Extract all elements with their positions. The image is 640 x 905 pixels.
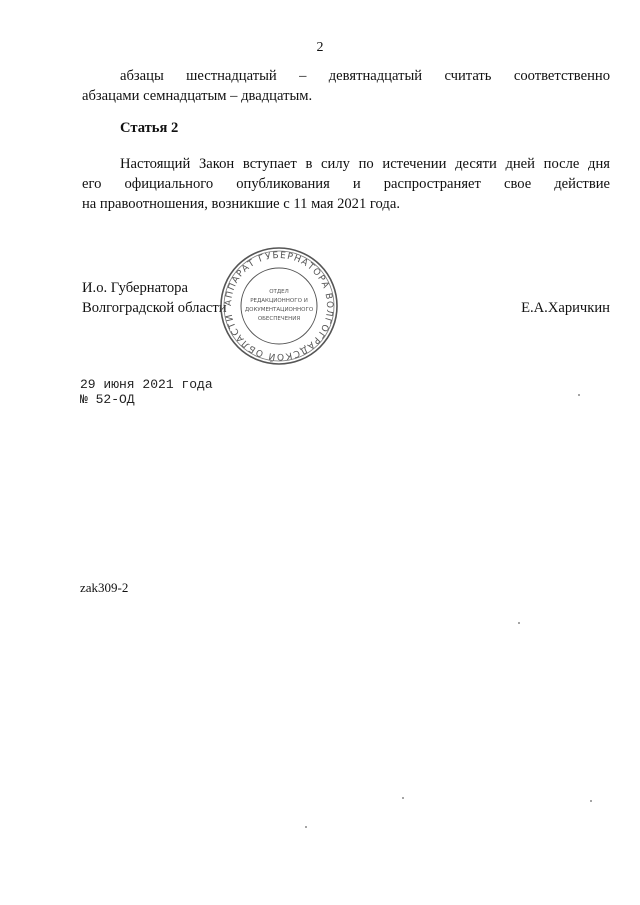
paragraph1-line2: абзацами семнадцатым – двадцатым. [82, 88, 313, 104]
article-heading: Статья 2 [120, 120, 179, 136]
signing-date: 29 июня 2021 года [80, 377, 213, 392]
scan-speck [305, 826, 307, 828]
document-code: zak309-2 [80, 580, 129, 595]
page-number: 2 [316, 40, 324, 55]
paragraph1-line1: абзацы шестнадцатый – девятнадцатый считать соответственно [120, 68, 610, 84]
seal-inner-line1: ОТДЕЛ [269, 289, 289, 295]
paragraph2-line3: на правоотношения, возникшие с 11 мая 2021 года. [82, 196, 400, 212]
paragraph2-line2: его официального опубликования и распространяет свое действие [82, 176, 610, 192]
seal-inner-line2: РЕДАКЦИОННОГО И [250, 298, 308, 304]
official-seal [218, 245, 340, 367]
scan-speck [518, 622, 520, 624]
seal-outer-text: АППАРАТ ГУБЕРНАТОРА ВОЛГОГРАДСКОЙ ОБЛАСТИ [223, 250, 335, 362]
signatory-name: Е.А.Харичкин [521, 300, 610, 316]
seal-inner-line4: ОБЕСПЕЧЕНИЯ [257, 316, 301, 322]
scan-speck [578, 394, 580, 396]
scan-speck [590, 800, 592, 802]
signatory-title-line1: И.о. Губернатора [82, 280, 188, 296]
document-number: № 52-ОД [80, 392, 135, 407]
scan-speck [402, 797, 404, 799]
signatory-title-line2: Волгоградской области [82, 300, 227, 316]
paragraph2-line1: Настоящий Закон вступает в силу по истечении десяти дней после дня [120, 156, 610, 172]
seal-inner-line3: ДОКУМЕНТАЦИОННОГО [244, 307, 314, 313]
